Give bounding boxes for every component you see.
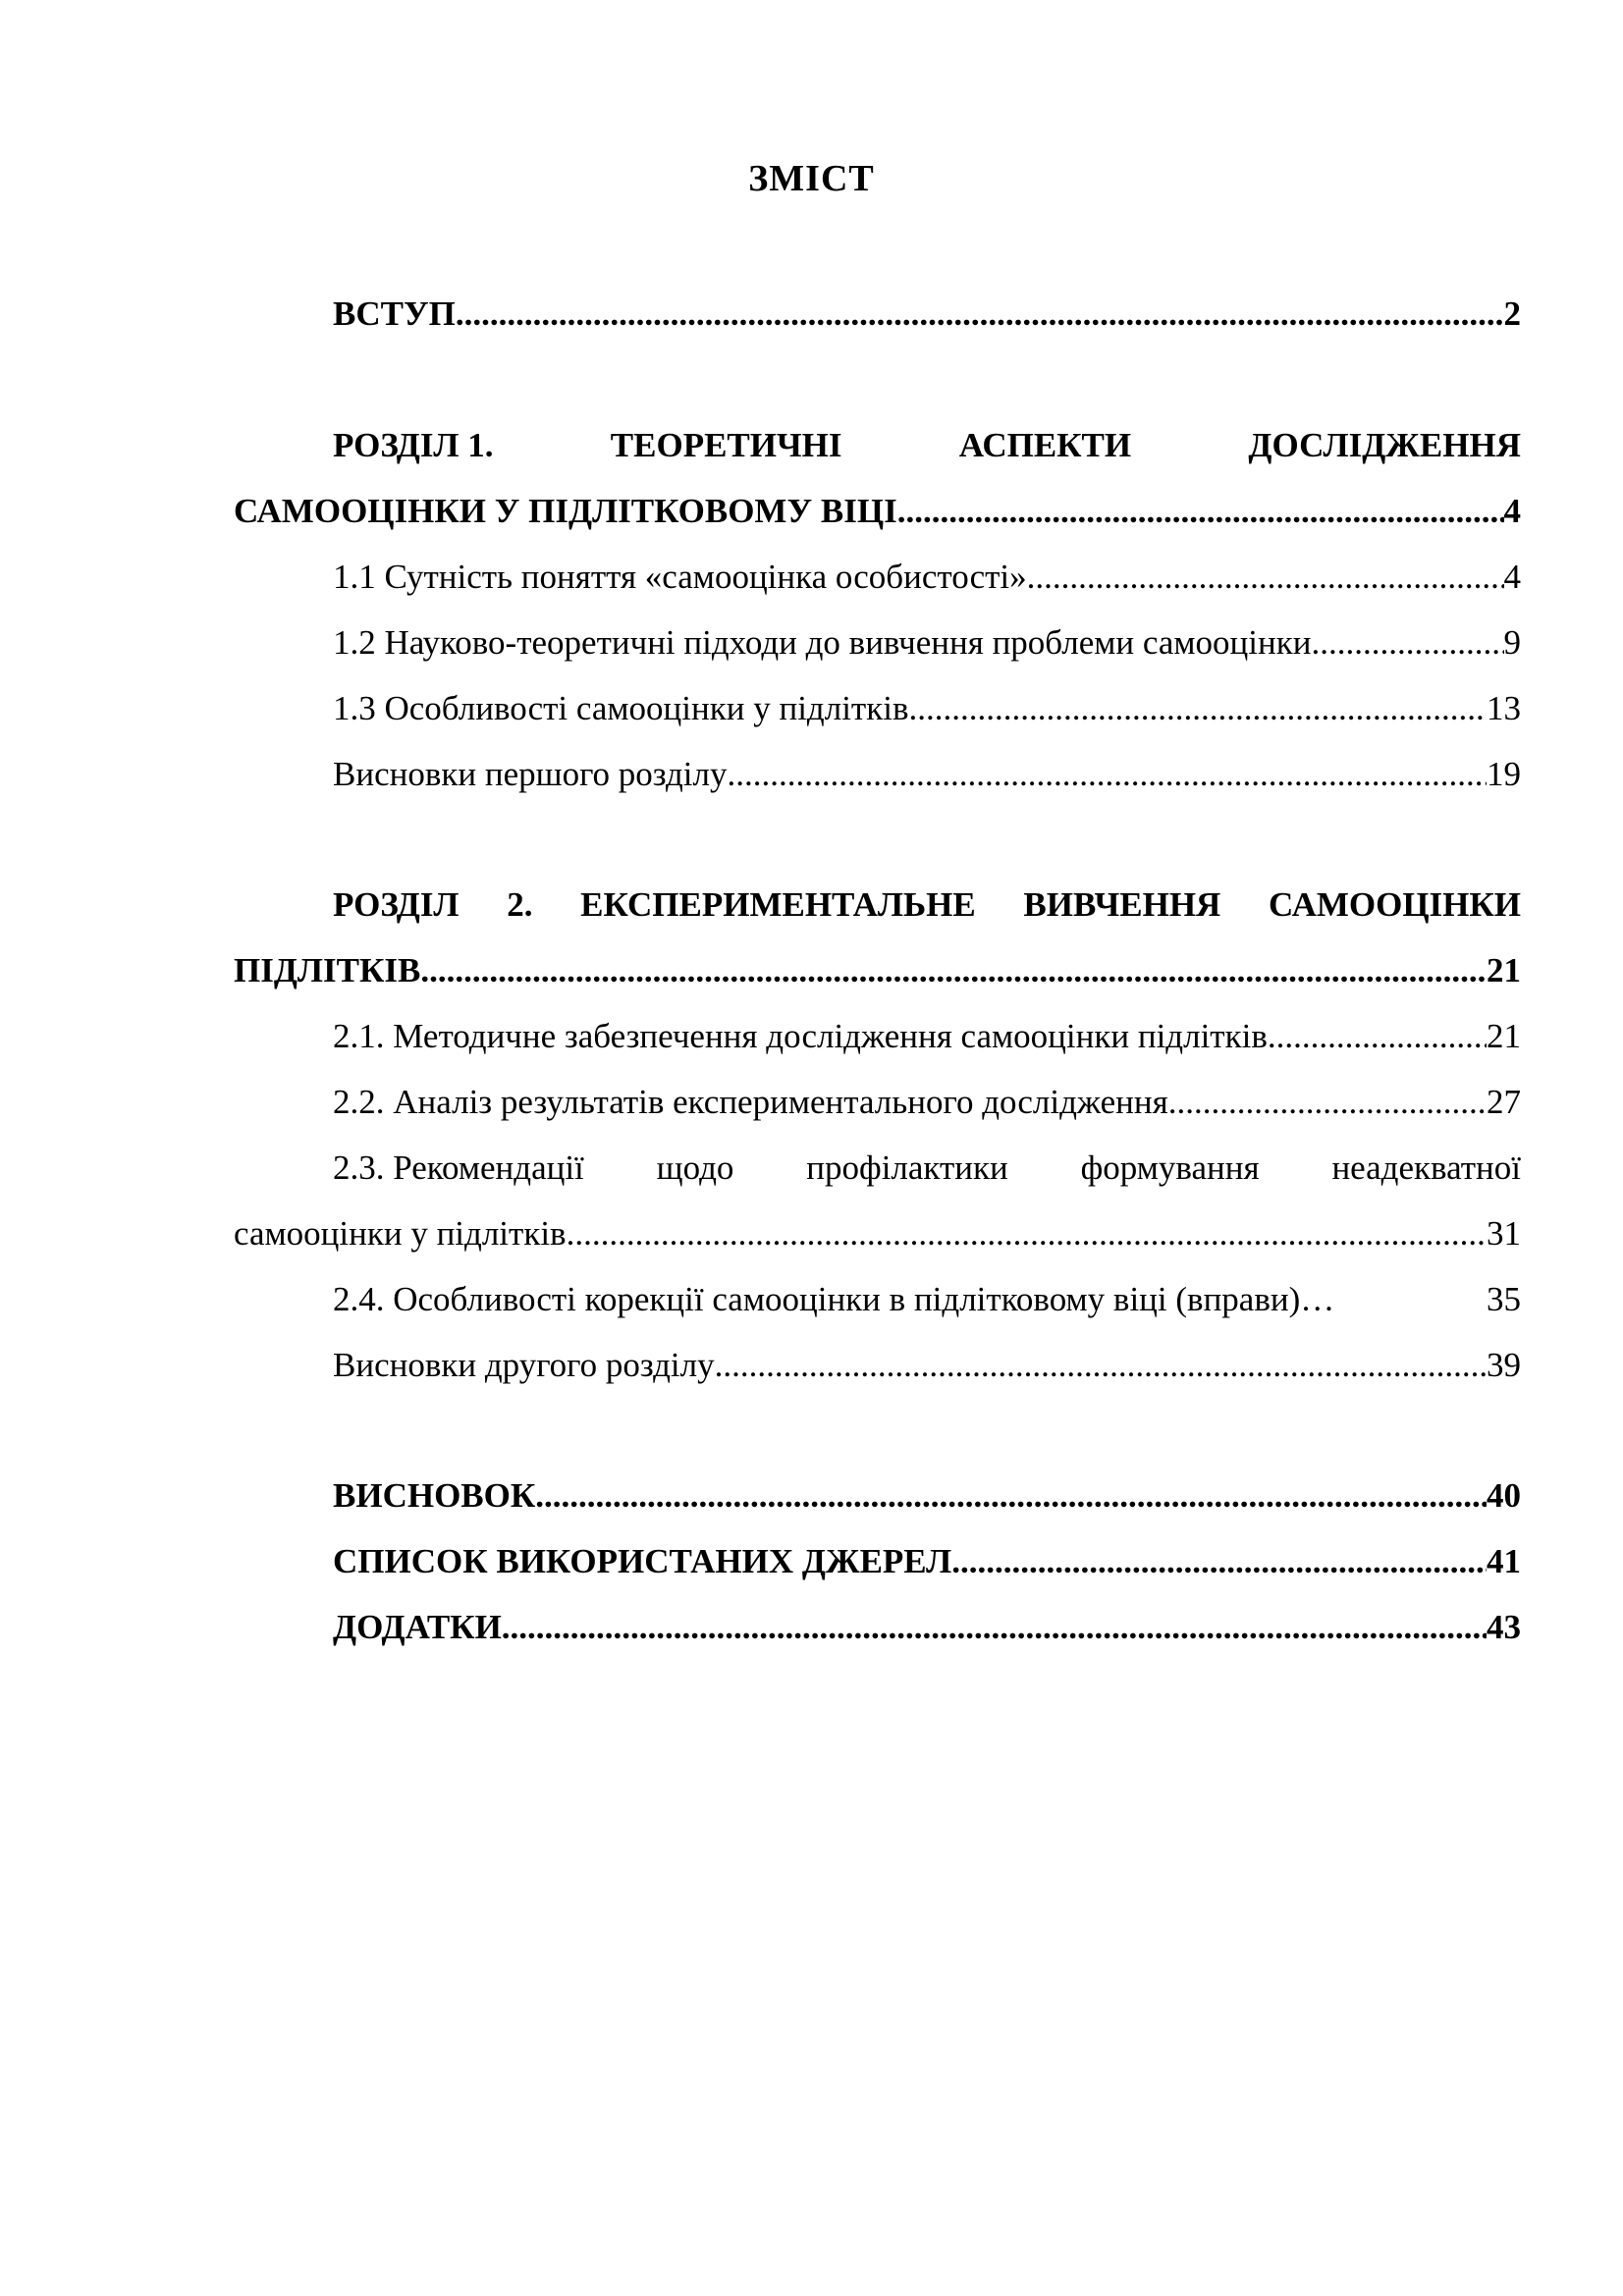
toc-entry-page: 43 [1487,1608,1521,1646]
toc-entry-appendices[interactable] [333,1604,1521,1651]
heading-word: САМООЦІНКИ [1269,885,1521,924]
dot-leader [456,291,1504,338]
dot-leader [1027,554,1504,601]
toc-entry-conclusion[interactable] [333,1472,1521,1520]
dot-leader [897,488,1504,535]
toc-entry-1-1[interactable] [333,554,1521,601]
toc-entry-2-2[interactable] [333,1079,1521,1126]
chapter1-heading[interactable] [333,422,1521,469]
dot-leader [715,1342,1487,1389]
toc-entry-page: 21 [1487,1017,1521,1055]
toc-entry-page: 40 [1487,1476,1521,1515]
chapter2-heading-cont[interactable] [234,947,1521,994]
heading-word: РОЗДІЛ 1. [333,426,494,464]
toc-entry-2-1[interactable] [333,1013,1521,1060]
toc-entry-page: 4 [1503,558,1521,596]
heading-word: ТЕОРЕТИЧНІ [610,426,842,464]
toc-entry-page: 2 [1503,294,1521,333]
toc-entry-2-3[interactable] [333,1145,1521,1192]
chapter1-heading-cont[interactable] [234,488,1521,535]
toc-entry-text: ПІДЛІТКІВ [234,951,421,989]
toc-entry-page: 19 [1487,755,1521,793]
heading-word: ДОСЛІДЖЕННЯ [1248,426,1521,464]
toc-entry-page: 39 [1487,1346,1521,1384]
toc-entry-page: 27 [1487,1083,1521,1121]
dot-leader [567,1210,1487,1257]
toc-entry-text: 2.4. Особливості корекції самооцінки в підлітковому віці (вправи)… [333,1280,1335,1318]
dot-leader [502,1604,1487,1651]
toc-entry-2-3-cont[interactable] [234,1210,1521,1257]
heading-word: РОЗДІЛ [333,885,460,924]
entry-word: профілактики [806,1148,1008,1187]
dot-leader [728,751,1488,798]
heading-word: ЕКСПЕРИМЕНТАЛЬНЕ [580,885,976,924]
dot-leader [951,1538,1487,1585]
toc-entry-page: 13 [1487,689,1521,727]
dot-leader [1168,1079,1487,1126]
toc-entry-1-3[interactable] [333,685,1521,732]
dot-leader [1311,619,1503,667]
toc-entry-2-4[interactable] [333,1276,1521,1323]
toc-entry-text: 2.2. Аналіз результатів експериментального дослідження [333,1083,1168,1121]
entry-word: щодо [656,1148,734,1187]
toc-entry-text: Висновки першого розділу [333,755,728,793]
dot-leader [535,1472,1487,1520]
toc-entry-text: 1.1 Сутність поняття «самооцінка особистості» [333,558,1027,596]
toc-entry-text: 1.2 Науково-теоретичні підходи до вивчення проблеми самооцінки [333,623,1312,662]
toc-entry-page: 35 [1478,1280,1521,1318]
toc-entry-ch2-conclusions[interactable] [333,1342,1521,1389]
toc-entry-text: ВСТУП [333,294,456,333]
toc-entry-1-2[interactable] [333,619,1521,667]
toc-entry-text: самооцінки у підлітків [234,1214,567,1253]
toc-entry-page: 9 [1503,623,1521,662]
toc-entry-page: 41 [1487,1542,1521,1580]
toc-entry-text: ВИСНОВОК [333,1476,536,1515]
entry-word: неадекватної [1331,1148,1521,1187]
dot-leader [908,685,1487,732]
toc-entry-page: 31 [1487,1214,1521,1253]
toc-entry-page: 4 [1503,492,1521,530]
toc-entry-sources[interactable] [333,1538,1521,1585]
heading-word: АСПЕКТИ [958,426,1132,464]
toc-entry-text: 2.1. Методичне забезпечення дослідження самооцінки підлітків [333,1017,1268,1055]
chapter2-heading[interactable] [333,881,1521,929]
toc-entry-text: ДОДАТКИ [333,1608,502,1646]
toc-entry-intro[interactable] [333,291,1521,338]
heading-word: 2. [507,885,533,924]
dot-leader [1268,1013,1487,1060]
dot-leader [420,947,1487,994]
heading-word: ВИВЧЕННЯ [1023,885,1221,924]
toc-entry-text: 1.3 Особливості самооцінки у підлітків [333,689,909,727]
toc-entry-page: 21 [1487,951,1521,989]
toc-title: ЗМІСТ [748,158,875,199]
entry-word: формування [1080,1148,1260,1187]
toc-entry-text: САМООЦІНКИ У ПІДЛІТКОВОМУ ВІЦІ [234,492,897,530]
toc-entry-ch1-conclusions[interactable] [333,751,1521,798]
entry-word: 2.3. Рекомендації [333,1148,584,1187]
toc-entry-text: Висновки другого розділу [333,1346,715,1384]
toc-entry-text: СПИСОК ВИКОРИСТАНИХ ДЖЕРЕЛ [333,1542,952,1580]
